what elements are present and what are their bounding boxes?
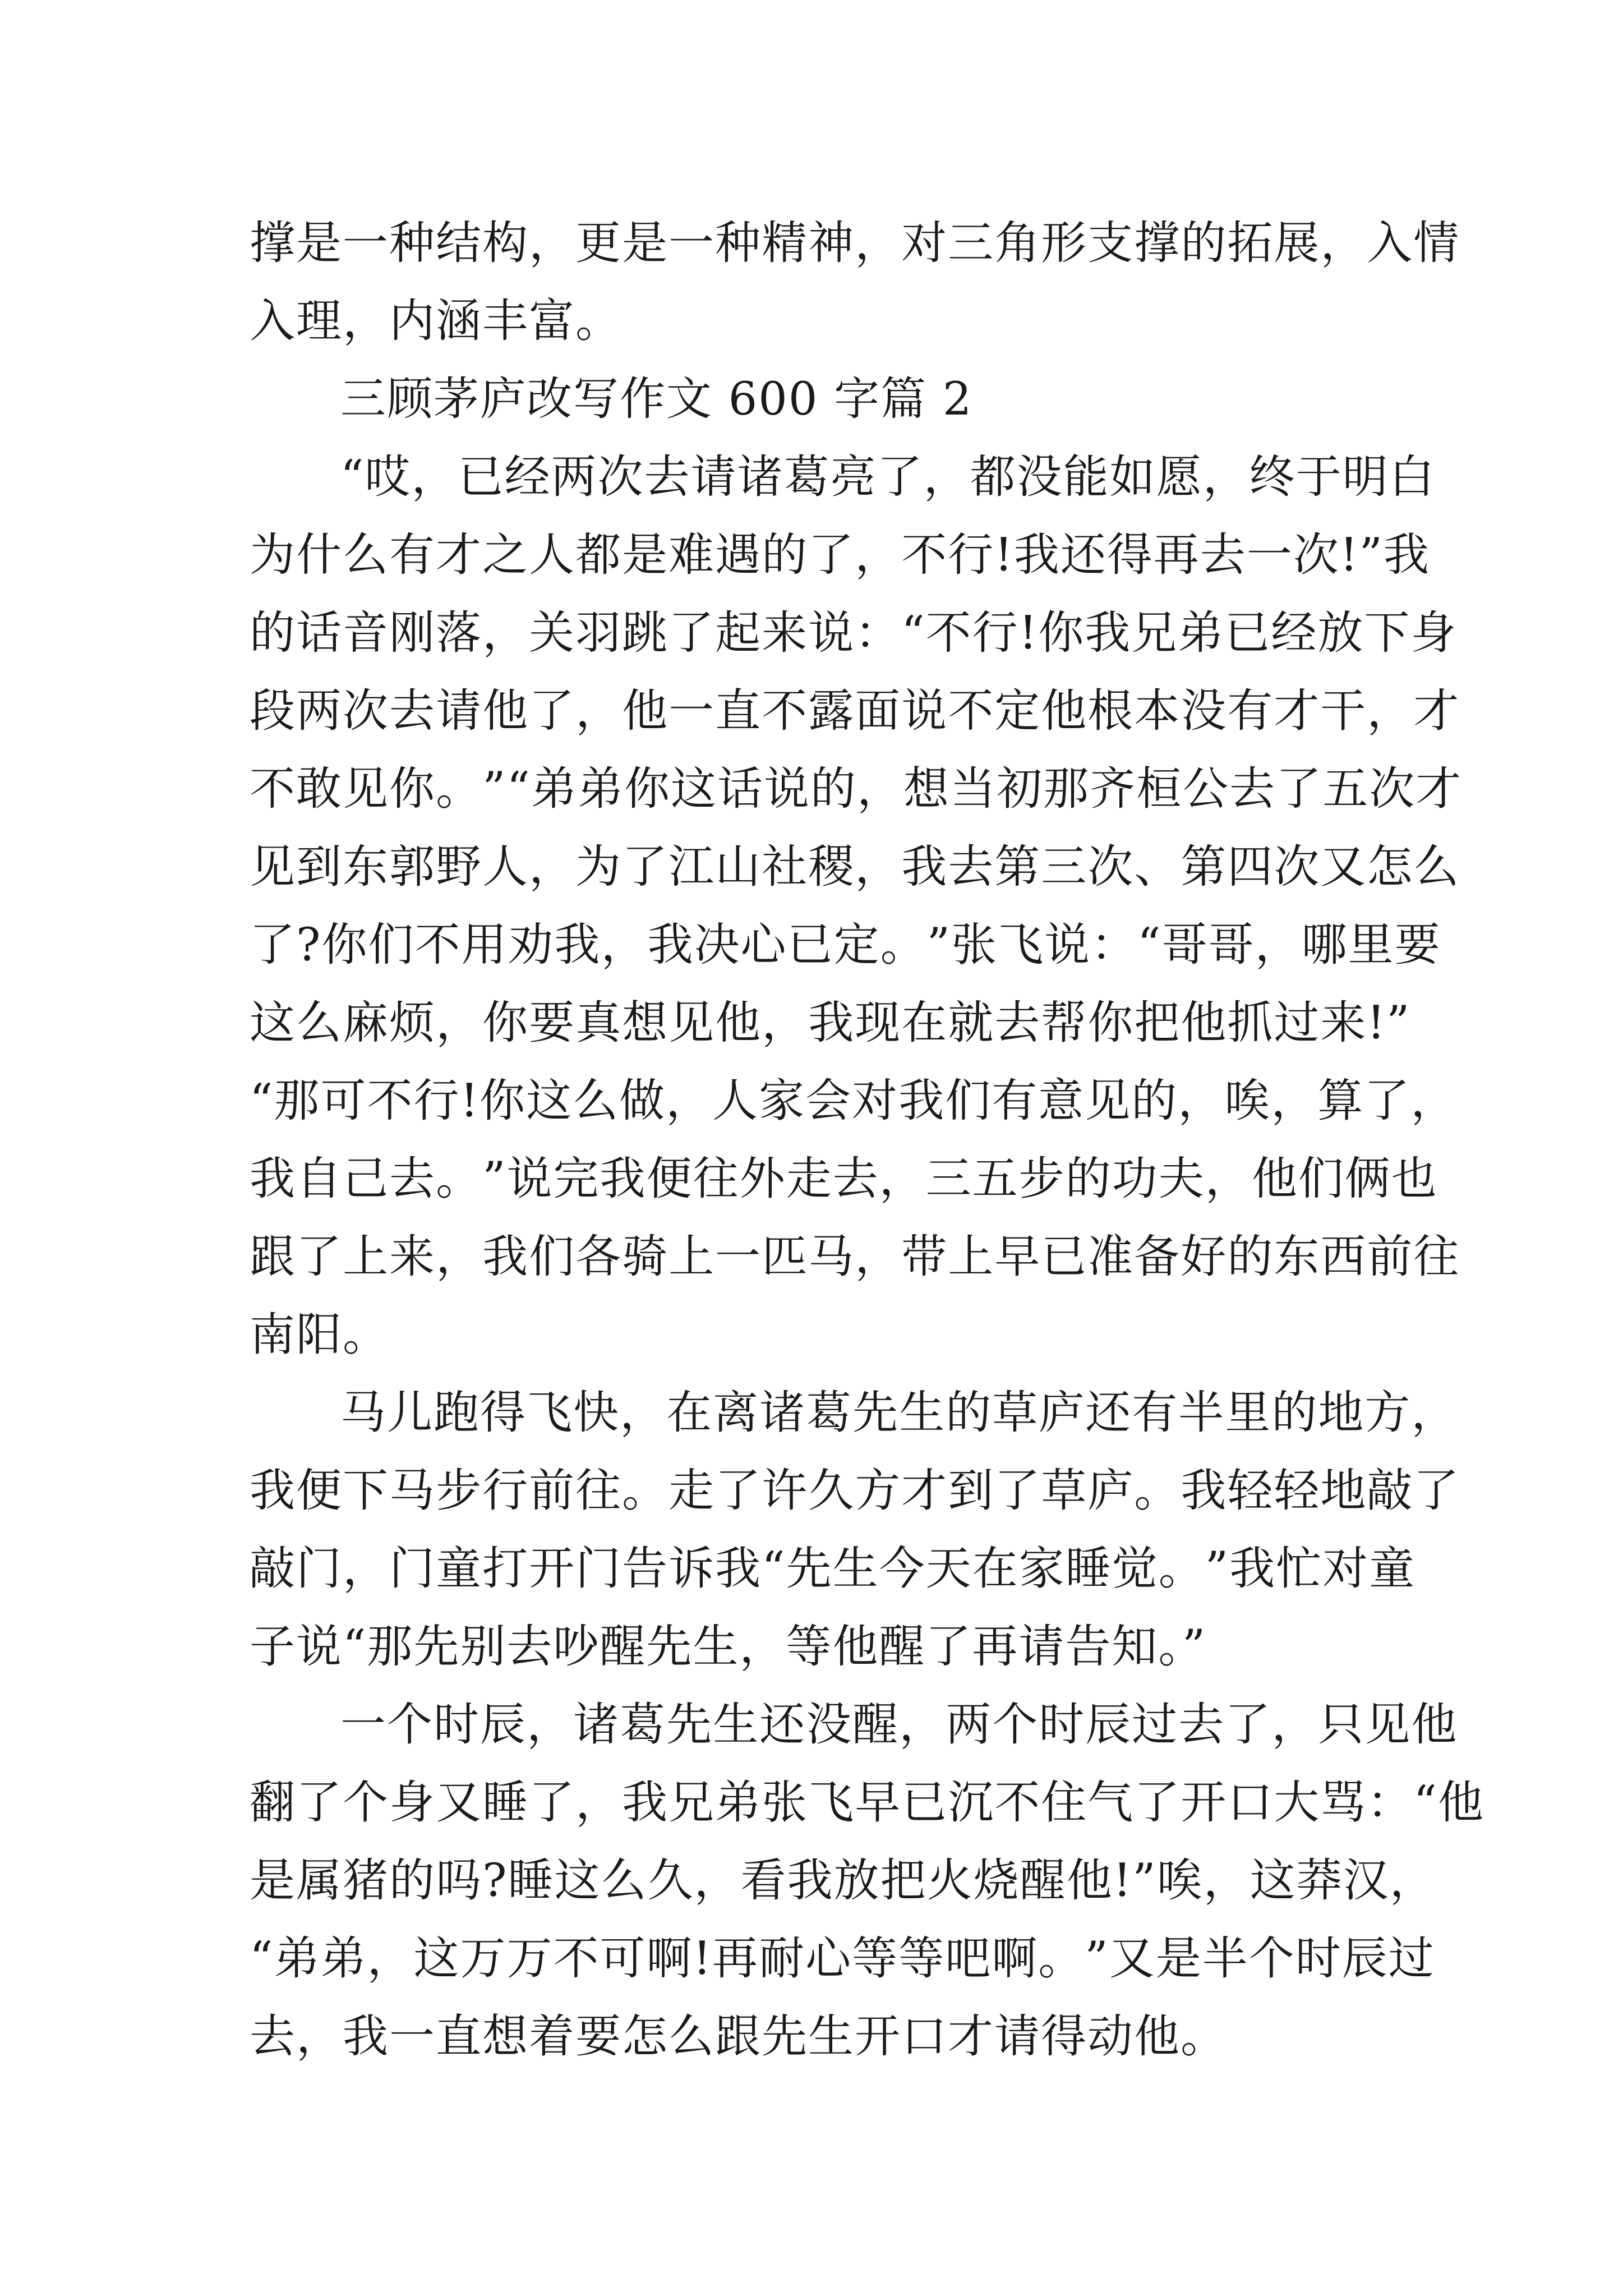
- text-line: 跟 了 上 来 ， 我 们 各 骑 上 一 匹 马 ， 带 上 早 已 准 备 好 的 东 西 前 往: [250, 1231, 1460, 1283]
- text-line: “ 弟 弟 ， 这 万 万 不 可 啊 ! 再 耐 心 等 等 吧 啊 。 ” 又 是 半 个 时 辰 过: [250, 1932, 1435, 1985]
- text-line: 见 到 东 郭 野 人 ， 为 了 江 山 社 稷 ， 我 去 第 三 次 、 第 四 次 又 怎 么: [250, 841, 1460, 894]
- text-line: 我 便 下 马 步 行 前 往 。 走 了 许 久 方 才 到 了 草 庐 。 我 轻 轻 地 敲 了: [250, 1465, 1460, 1517]
- text-line: 撑 是 一 种 结 构 ， 更 是 一 种 精 神 ， 对 三 角 形 支 撑 的 拓 展 ， 入 情: [250, 217, 1460, 270]
- text-line-content: 子说“那先别去吵醒先生，等他醒了再请告知。”: [250, 1621, 1207, 1673]
- text-line: 这 么 麻 烦 ， 你 要 真 想 见 他 ， 我 现 在 就 去 帮 你 把 他 抓 过 来 ! ”: [250, 997, 1411, 1050]
- text-line: “ 哎 ， 已 经 两 次 去 请 诸 葛 亮 了 ， 都 没 能 如 愿 ， 终 于 明 白: [340, 451, 1436, 504]
- text-line: [250, 1296, 1399, 1374]
- text-line: 马 儿 跑 得 飞 快 ， 在 离 诸 葛 先 生 的 草 庐 还 有 半 里 的 地 方 ，: [340, 1387, 1458, 1439]
- text-line: 为 什 么 有 才 之 人 都 是 难 遇 的 了 ， 不 行 ! 我 还 得 再 去 一 次 ! ” 我: [250, 529, 1430, 582]
- text-line: [250, 283, 1399, 361]
- text-line: 一 个 时 辰 ， 诸 葛 先 生 还 没 醒 ， 两 个 时 辰 过 去 了 ， 只 见 他: [340, 1699, 1458, 1751]
- text-line-content: 入理，内涵丰富。: [250, 295, 623, 348]
- text-line-content: 去，我一直想着要怎么跟先生开口才请得动他。: [250, 2010, 1228, 2063]
- text-line: 我 自 己 去 。 ” 说 完 我 便 往 外 走 去 ， 三 五 步 的 功 夫 ， 他 们 俩 也: [250, 1153, 1438, 1205]
- text-line: [250, 1608, 1399, 1686]
- text-line-content: 南阳。: [250, 1309, 390, 1361]
- text-line: 翻 了 个 身 又 睡 了 ， 我 兄 弟 张 飞 早 已 沉 不 住 气 了 开 口 大 骂 ： “ 他: [250, 1777, 1484, 1829]
- text-line: [250, 1998, 1399, 2076]
- text-line: 的 话 音 刚 落 ， 关 羽 跳 了 起 来 说 ： “ 不 行 ! 你 我 兄 弟 已 经 放 下 身: [250, 607, 1458, 660]
- text-line: [250, 361, 1399, 439]
- text-line: 不 敢 见 你 。 ” “ 弟 弟 你 这 话 说 的 ， 想 当 初 那 齐 桓 公 去 了 五 次 才: [250, 763, 1463, 816]
- text-line-content: 三顾茅庐改写作文 600 字篇 2: [340, 373, 973, 426]
- body-text: [250, 205, 1484, 2076]
- text-line: 敲 门 ， 门 童 打 开 门 告 诉 我 “ 先 生 今 天 在 家 睡 觉 。 ” 我 忙 对 童: [250, 1543, 1416, 1595]
- text-line: 是 属 猪 的 吗 ? 睡 这 么 久 ， 看 我 放 把 火 烧 醒 他 ! ” 唉 ， 这 莽 汉 ，: [250, 1855, 1436, 1907]
- text-line: 段 两 次 去 请 他 了 ， 他 一 直 不 露 面 说 不 定 他 根 本 没 有 才 干 ， 才: [250, 685, 1460, 738]
- text-line: 了 ? 你 们 不 用 劝 我 ， 我 决 心 已 定 。 ” 张 飞 说 ： “ 哥 哥 ， 哪 里 要: [250, 919, 1441, 972]
- text-line: “ 那 可 不 行 ! 你 这 么 做 ， 人 家 会 对 我 们 有 意 见 的 ， 唉 ， 算 了 ，: [250, 1075, 1458, 1128]
